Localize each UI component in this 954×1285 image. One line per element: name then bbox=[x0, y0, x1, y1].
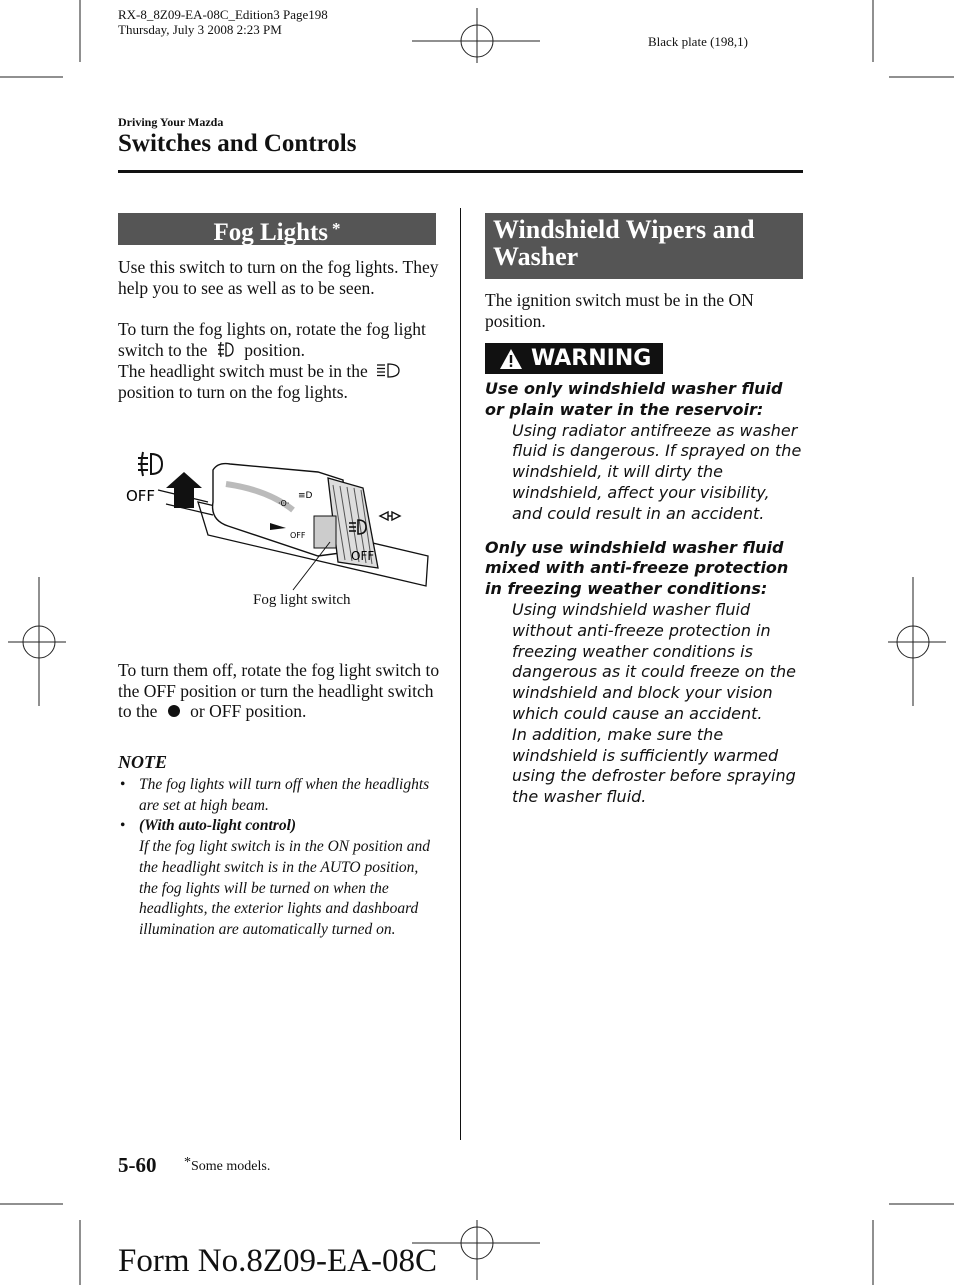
warning-1-heading: Use only windshield washer fluid or plain water in the reservoir: bbox=[485, 379, 783, 419]
header-rule bbox=[118, 170, 803, 173]
note-2-title: (With auto-light control) bbox=[139, 817, 297, 835]
fog-off-paragraph bbox=[118, 660, 440, 722]
print-meta-line1: RX-8_8Z09-EA-08C_Edition3 Page198 bbox=[118, 7, 328, 22]
fog-lights-heading bbox=[118, 213, 436, 245]
warning-content bbox=[485, 379, 803, 808]
svg-text:OFF: OFF bbox=[290, 531, 306, 540]
fog-lights-star: * bbox=[332, 219, 341, 238]
svg-text:≡D: ≡D bbox=[298, 491, 313, 501]
fog-body bbox=[118, 257, 440, 402]
column-divider bbox=[460, 208, 461, 1140]
knob-off-label: OFF bbox=[351, 549, 375, 563]
fog-light-symbol-icon bbox=[216, 341, 236, 358]
fog-lights-title: Fog Lights bbox=[213, 219, 329, 246]
page-title: Switches and Controls bbox=[118, 130, 357, 157]
print-meta bbox=[118, 7, 328, 37]
note-item-1: • The fog lights will turn off when the headlights are set at high beam. bbox=[120, 776, 430, 814]
warning-label: WARNING bbox=[531, 346, 652, 371]
off-dot-symbol-icon bbox=[166, 704, 182, 718]
fog-p2-end: position. bbox=[244, 340, 305, 361]
page-number: 5-60 bbox=[118, 1153, 157, 1177]
parking-light-symbol-icon bbox=[380, 512, 400, 520]
fog-p2-text: To turn the fog lights on, rotate the fog light switch to the bbox=[118, 319, 426, 361]
form-number: Form No.8Z09-EA-08C bbox=[118, 1243, 437, 1279]
note-1-text: The fog lights will turn off when the headlights are set at high beam. bbox=[139, 776, 430, 814]
wipers-heading: Windshield Wipers and Washer bbox=[485, 213, 803, 279]
print-meta-line2: Thursday, July 3 2008 2:23 PM bbox=[118, 22, 282, 37]
fog-paragraph-2 bbox=[118, 319, 440, 360]
note-2-text: If the fog light switch is in the ON position and the headlight switch is in the AUTO position, the fog lights will be turned on when the headlights, the exterior lights and dashboard illumination are automatically turned on. bbox=[139, 838, 431, 938]
fog-p4-text: To turn them off, rotate the fog light switch to the OFF position or turn the headlight switch to the bbox=[118, 660, 440, 722]
footnote-star: * bbox=[184, 1155, 191, 1170]
section-label: Driving Your Mazda bbox=[118, 115, 224, 129]
warning-badge bbox=[485, 343, 663, 374]
warning-triangle-icon bbox=[499, 348, 523, 370]
note-title: NOTE bbox=[118, 752, 167, 772]
warning-1-body: Using radiator antifreeze as washer fluid is dangerous. If sprayed on the windshield, it will dirty the windshield, affect your visibility, and could result in an accident. bbox=[512, 420, 802, 523]
fog-paragraph-3 bbox=[118, 361, 440, 402]
figure-caption: Fog light switch bbox=[253, 592, 351, 608]
fog-p4-end: or OFF position. bbox=[190, 701, 307, 722]
svg-text:·ʘ·: ·ʘ· bbox=[278, 499, 290, 508]
figure-off-label: OFF bbox=[126, 487, 156, 505]
note-item-2: • (With auto-light control) If the fog light switch is in the ON position and the headlight switch is in the AUTO position, the fog lights will be turned on when the headlights, the exterior lights and dashboard illumination are automatically turned on. bbox=[120, 817, 431, 938]
footnote-text: Some models. bbox=[191, 1159, 271, 1174]
fog-p3-end: position to turn on the fog lights. bbox=[118, 381, 348, 402]
wipers-intro: The ignition switch must be in the ON position. bbox=[485, 290, 754, 331]
warning-2-body: Using windshield washer fluid without anti-freeze protection in freezing weather conditions is dangerous as it could freeze on the windshield and block your vision which could cause an accident. bbox=[512, 599, 796, 723]
warning-2-heading: Only use windshield washer fluid mixed with anti-freeze protection in freezing weather conditions: bbox=[485, 537, 789, 599]
fog-p3-text: The headlight switch must be in the bbox=[118, 360, 368, 381]
footnote bbox=[184, 1155, 270, 1175]
warning-2-body-2: In addition, make sure the windshield is sufficiently warmed using the defroster before spraying the washer fluid. bbox=[512, 724, 796, 807]
plate-label: Black plate (198,1) bbox=[648, 34, 748, 49]
fog-paragraph-1: Use this switch to turn on the fog lights. They help you to see as well as to be seen. bbox=[118, 257, 439, 298]
fog-symbol-large-icon bbox=[138, 452, 162, 476]
note-list bbox=[118, 775, 440, 941]
headlight-symbol-icon bbox=[374, 362, 402, 379]
